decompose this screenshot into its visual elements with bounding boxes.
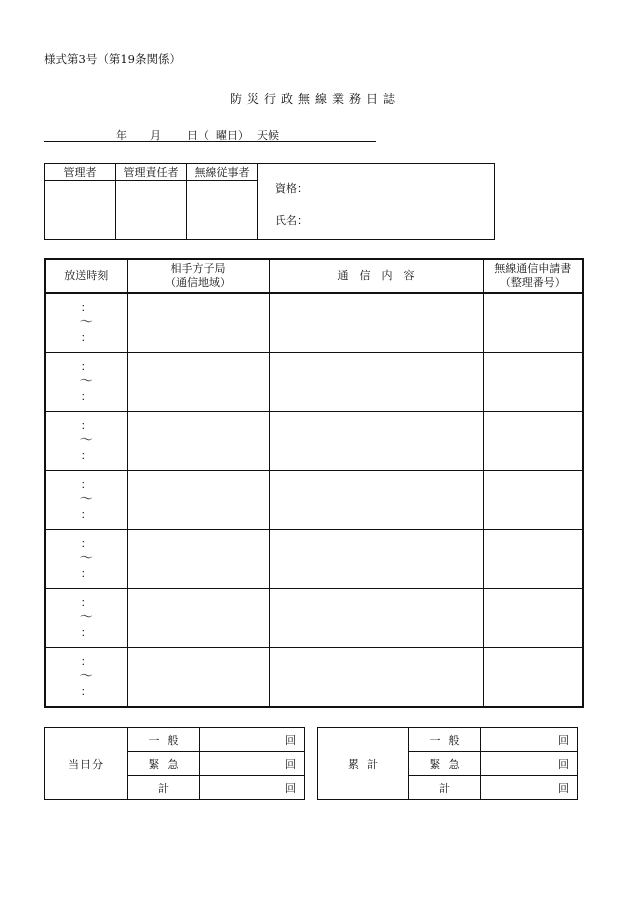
year-label: 年: [116, 129, 127, 142]
time-mark-wave: 〜: [79, 610, 93, 625]
broadcast-time-cell: [45, 589, 127, 648]
broadcast-log-table: [44, 258, 584, 708]
log-row: [45, 648, 583, 708]
name-label: 氏名：: [275, 214, 308, 227]
manager-header: 管理者: [45, 164, 116, 181]
time-mark-bottom: ：: [80, 567, 92, 580]
form-number: 様式第3号（第19条関係）: [44, 52, 181, 66]
time-mark-wave: 〜: [79, 669, 93, 684]
log-row: [45, 471, 583, 530]
application-number-cell: [483, 471, 583, 530]
qualification-label: 資格：: [275, 182, 308, 195]
counterpart-cell: [127, 353, 269, 412]
radio-operator-header: 無線従事者: [187, 164, 258, 181]
time-header: 放送時刻: [45, 259, 127, 293]
broadcast-time-cell: [45, 412, 127, 471]
counterpart-cell: [127, 471, 269, 530]
cumulative-summary-label: 累計: [318, 728, 409, 800]
application-number-cell: [483, 293, 583, 353]
counterpart-cell: [127, 648, 269, 708]
cumulative-summary-table: [317, 727, 578, 800]
daily-general-count: 回: [200, 728, 305, 752]
time-mark-top: ：: [80, 655, 92, 668]
daily-general-label: 一般: [128, 728, 200, 752]
cumulative-emergency-count: 回: [481, 752, 578, 776]
time-mark-bottom: ：: [80, 508, 92, 521]
date-weather-line: [44, 127, 376, 142]
cumulative-total-count: 回: [481, 776, 578, 800]
log-row: [45, 530, 583, 589]
content-cell: [269, 648, 483, 708]
counterpart-cell: [127, 293, 269, 353]
time-mark-top: ：: [80, 478, 92, 491]
manager-table: [44, 163, 495, 240]
day-label: 日（: [187, 129, 209, 142]
time-mark-top: ：: [80, 419, 92, 432]
log-row: [45, 412, 583, 471]
daily-total-label: 計: [128, 776, 200, 800]
month-label: 月: [150, 129, 161, 142]
daily-summary-table: [44, 727, 305, 800]
application-number-cell: [483, 412, 583, 471]
log-row: [45, 353, 583, 412]
time-mark-top: ：: [80, 596, 92, 609]
operator-info-cell: [258, 164, 495, 240]
cumulative-total-label: 計: [409, 776, 481, 800]
time-mark-top: ：: [80, 537, 92, 550]
broadcast-time-cell: [45, 293, 127, 353]
broadcast-time-cell: [45, 648, 127, 708]
manager-in-charge-header: 管理責任者: [116, 164, 187, 181]
counterpart-header: 相手方子局 （通信地域）: [127, 259, 269, 293]
document-title: 防災行政無線業務日誌: [229, 92, 400, 106]
broadcast-time-cell: [45, 471, 127, 530]
cumulative-emergency-label: 緊急: [409, 752, 481, 776]
daily-emergency-label: 緊急: [128, 752, 200, 776]
daily-emergency-count: 回: [200, 752, 305, 776]
cumulative-general-count: 回: [481, 728, 578, 752]
time-mark-wave: 〜: [79, 315, 93, 330]
content-cell: [269, 589, 483, 648]
daily-summary-label: 当日分: [45, 728, 128, 800]
log-row: [45, 589, 583, 648]
time-mark-wave: 〜: [79, 374, 93, 389]
content-cell: [269, 353, 483, 412]
time-mark-bottom: ：: [80, 331, 92, 344]
time-mark-wave: 〜: [79, 551, 93, 566]
application-number-cell: [483, 353, 583, 412]
broadcast-time-cell: [45, 353, 127, 412]
time-mark-top: ：: [80, 301, 92, 314]
time-mark-wave: 〜: [79, 433, 93, 448]
manager-seal-cell: [45, 181, 116, 240]
cumulative-general-label: 一般: [409, 728, 481, 752]
log-row: [45, 293, 583, 353]
radio-operator-seal-cell: [187, 181, 258, 240]
application-number-cell: [483, 589, 583, 648]
application-number-cell: [483, 648, 583, 708]
weekday-label: 曜日）: [216, 129, 249, 142]
broadcast-time-cell: [45, 530, 127, 589]
time-mark-top: ：: [80, 360, 92, 373]
counterpart-cell: [127, 530, 269, 589]
application-header: 無線通信申請書 （整理番号）: [483, 259, 583, 293]
application-number-cell: [483, 530, 583, 589]
content-cell: [269, 471, 483, 530]
daily-total-count: 回: [200, 776, 305, 800]
manager-in-charge-seal-cell: [116, 181, 187, 240]
content-header: 通 信 内 容: [269, 259, 483, 293]
time-mark-bottom: ：: [80, 685, 92, 698]
time-mark-bottom: ：: [80, 449, 92, 462]
counterpart-cell: [127, 412, 269, 471]
content-cell: [269, 293, 483, 353]
weather-label: 天候: [257, 129, 279, 142]
time-mark-bottom: ：: [80, 626, 92, 639]
content-cell: [269, 412, 483, 471]
time-mark-wave: 〜: [79, 492, 93, 507]
content-cell: [269, 530, 483, 589]
counterpart-cell: [127, 589, 269, 648]
time-mark-bottom: ：: [80, 390, 92, 403]
